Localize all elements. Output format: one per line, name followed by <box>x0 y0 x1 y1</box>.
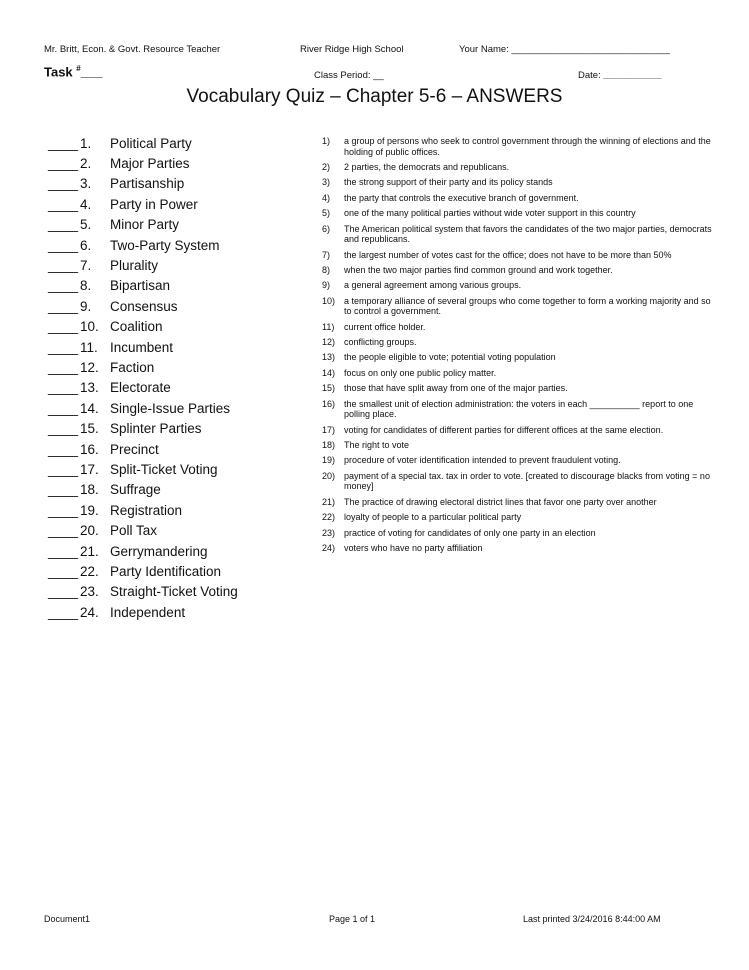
term-number: 16. <box>80 441 99 457</box>
term-text: Incumbent <box>110 339 174 355</box>
definition-text: a group of persons who seek to control government through the winning of elections and the holding of public offices. <box>344 136 711 157</box>
task-number-sign: # <box>76 64 81 73</box>
answer-blank: ____ <box>48 339 79 355</box>
term-number: 14. <box>80 400 99 416</box>
definition-text: one of the many political parties without wide voter support in this country <box>344 208 636 219</box>
answer-blank: ____ <box>48 176 79 192</box>
definition-number: 7) <box>322 249 331 260</box>
answer-blank: ____ <box>48 237 79 253</box>
answer-blank: ____ <box>48 319 79 335</box>
definition-number: 12) <box>322 337 336 348</box>
definition-item <box>322 136 712 157</box>
term-number: 12. <box>80 359 99 375</box>
definition-number: 20) <box>322 470 336 481</box>
answer-blank: ____ <box>48 258 79 274</box>
term-number: 20. <box>80 523 99 539</box>
term-row <box>48 520 238 540</box>
definition-number: 8) <box>322 264 331 275</box>
definition-number: 11) <box>322 321 335 332</box>
footer-page-number: Page 1 of 1 <box>329 914 376 924</box>
definition-item <box>322 368 712 379</box>
definition-number: 4) <box>322 192 331 203</box>
answer-blank: ____ <box>48 278 79 294</box>
definition-text: current office holder. <box>344 321 426 332</box>
term-row <box>48 337 238 357</box>
footer-document-name: Document1 <box>44 914 91 924</box>
term-number: 17. <box>80 461 99 477</box>
answer-blank: ____ <box>48 135 79 151</box>
term-number: 8. <box>80 278 92 294</box>
definition-number: 9) <box>322 280 331 291</box>
answer-blank: ____ <box>48 359 79 375</box>
term-number: 4. <box>80 196 92 212</box>
term-text: Minor Party <box>110 217 180 233</box>
term-row <box>48 174 238 194</box>
term-text: Bipartisan <box>110 278 171 294</box>
definition-number: 2) <box>322 161 331 172</box>
answer-blank: ____ <box>48 156 79 172</box>
page-title: Vocabulary Quiz – Chapter 5-6 – ANSWERS <box>186 86 563 107</box>
definition-item <box>322 352 712 363</box>
definition-text: voters who have no party affiliation <box>344 542 483 553</box>
class-period-field: Class Period: __ <box>314 70 384 81</box>
term-text: Split-Ticket Voting <box>110 461 218 477</box>
answer-blank: ____ <box>48 523 79 539</box>
definition-text: loyalty of people to a particular political party <box>344 512 522 523</box>
term-text: Precinct <box>110 441 159 457</box>
answer-blank: ____ <box>48 380 79 396</box>
definition-number: 13) <box>322 352 336 363</box>
term-number: 5. <box>80 217 92 233</box>
definition-number: 1) <box>322 136 331 146</box>
term-number: 15. <box>80 421 99 437</box>
definition-item <box>322 193 712 204</box>
definition-number: 14) <box>322 367 336 378</box>
answer-blank: ____ <box>48 461 79 477</box>
date-field <box>578 70 661 81</box>
definition-text: focus on only one public policy matter. <box>344 367 497 378</box>
definition-item <box>322 250 712 261</box>
answer-blank: ____ <box>48 502 79 518</box>
definition-number: 10) <box>322 295 336 306</box>
term-row <box>48 480 238 500</box>
term-text: Faction <box>110 359 155 375</box>
term-number: 22. <box>80 563 99 579</box>
answer-blank: ____ <box>48 482 79 498</box>
term-text: Suffrage <box>110 482 161 498</box>
definition-text: a temporary alliance of several groups who come together to form a working majority and so to control a government. <box>344 295 711 317</box>
school-name: River Ridge High School <box>300 44 404 55</box>
definition-text: the party that controls the executive branch of government. <box>344 192 579 203</box>
task-blank: ___ <box>80 64 103 80</box>
term-text: Consensus <box>110 298 178 314</box>
definition-item <box>322 440 712 451</box>
term-number: 23. <box>80 584 99 600</box>
definition-item <box>322 497 712 508</box>
definition-item <box>322 455 712 466</box>
date-blank: ___________ <box>603 70 662 81</box>
definition-item <box>322 528 712 539</box>
definition-number: 18) <box>322 440 336 451</box>
term-row <box>48 602 238 622</box>
definition-text: those that have split away from one of the major parties. <box>344 383 568 394</box>
task-label-text: Task <box>44 64 77 80</box>
term-text: Straight-Ticket Voting <box>110 584 238 600</box>
term-text: Electorate <box>110 380 171 396</box>
term-text: Registration <box>110 502 183 518</box>
term-text: Poll Tax <box>110 523 158 539</box>
term-number: 3. <box>80 176 92 192</box>
term-text: Political Party <box>110 135 192 151</box>
definition-text: 2 parties, the democrats and republicans. <box>344 161 510 172</box>
term-number: 24. <box>80 604 99 620</box>
definition-number: 19) <box>322 455 336 466</box>
definition-item <box>322 471 712 492</box>
term-text: Party Identification <box>110 563 222 579</box>
term-number: 21. <box>80 543 99 559</box>
definition-text: The right to vote <box>344 440 410 451</box>
term-text: Partisanship <box>110 176 185 192</box>
term-row <box>48 317 238 337</box>
answer-blank: ____ <box>48 400 79 416</box>
definition-item <box>322 399 712 420</box>
term-number: 10. <box>80 319 99 335</box>
term-number: 2. <box>80 156 92 172</box>
term-list <box>48 133 238 622</box>
definition-number: 15) <box>322 383 336 394</box>
definition-number: 24) <box>322 542 336 553</box>
term-text: Single-Issue Parties <box>110 400 231 416</box>
definition-item <box>322 337 712 348</box>
definition-text: The American political system that favors the candidates of the two major parties, democrats and republicans. <box>344 223 712 245</box>
term-text: Plurality <box>110 258 159 274</box>
definition-text: the strong support of their party and its policy stands <box>344 177 553 188</box>
answer-blank: ____ <box>48 563 79 579</box>
term-row <box>48 439 238 459</box>
answer-blank: ____ <box>48 604 79 620</box>
term-text: Two-Party System <box>110 237 220 253</box>
definition-number: 22) <box>322 512 336 523</box>
term-row <box>48 418 238 438</box>
term-row <box>48 215 238 235</box>
definition-item <box>322 322 712 333</box>
definition-text: the people eligible to vote; potential voting population <box>344 352 556 363</box>
term-row <box>48 357 238 377</box>
definition-number: 16) <box>322 398 336 409</box>
term-row <box>48 378 238 398</box>
term-row <box>48 500 238 520</box>
definition-item <box>322 224 712 245</box>
answer-blank: ____ <box>48 217 79 233</box>
term-row <box>48 133 238 153</box>
definition-number: 3) <box>322 177 331 188</box>
definition-item <box>322 512 712 523</box>
your-name-field: Your Name: ______________________________ <box>459 44 670 55</box>
definition-text: the smallest unit of election administration: the voters in each __________ report to one polling place. <box>344 398 694 420</box>
term-number: 1. <box>80 135 92 151</box>
definition-text: voting for candidates of different parties for different offices at the same election. <box>344 424 664 435</box>
answer-blank: ____ <box>48 584 79 600</box>
term-text: Independent <box>110 604 186 620</box>
definition-list <box>322 136 712 558</box>
definition-text: a general agreement among various groups. <box>344 280 522 291</box>
term-row <box>48 459 238 479</box>
teacher-name: Mr. Britt, Econ. & Govt. Resource Teacher <box>44 44 221 55</box>
definition-number: 21) <box>322 496 336 507</box>
definition-item <box>322 280 712 291</box>
term-text: Splinter Parties <box>110 421 202 437</box>
definition-text: practice of voting for candidates of only one party in an election <box>344 527 596 538</box>
term-text: Coalition <box>110 319 163 335</box>
term-row <box>48 235 238 255</box>
term-row <box>48 255 238 275</box>
task-label <box>44 64 102 79</box>
definition-item <box>322 208 712 219</box>
term-number: 9. <box>80 298 92 314</box>
term-row <box>48 561 238 581</box>
answer-blank: ____ <box>48 543 79 559</box>
definition-text: conflicting groups. <box>344 337 417 348</box>
answer-blank: ____ <box>48 196 79 212</box>
term-number: 11. <box>80 339 98 355</box>
term-row <box>48 194 238 214</box>
term-row <box>48 296 238 316</box>
definition-text: The practice of drawing electoral district lines that favor one party over another <box>344 496 657 507</box>
definition-item <box>322 177 712 188</box>
definition-item <box>322 425 712 436</box>
term-text: Party in Power <box>110 196 198 212</box>
term-number: 6. <box>80 237 92 253</box>
term-text: Major Parties <box>110 156 190 172</box>
term-row <box>48 398 238 418</box>
definition-item <box>322 162 712 173</box>
definition-item <box>322 543 712 554</box>
definition-number: 17) <box>322 424 336 435</box>
definition-item <box>322 265 712 276</box>
definition-number: 6) <box>322 223 331 234</box>
term-text: Gerrymandering <box>110 543 208 559</box>
definition-number: 23) <box>322 527 336 538</box>
term-row <box>48 582 238 602</box>
term-number: 19. <box>80 502 99 518</box>
answer-blank: ____ <box>48 298 79 314</box>
term-row <box>48 276 238 296</box>
definition-text: the largest number of votes cast for the office; does not have to be more than 50% <box>344 249 672 260</box>
definition-text: procedure of voter identification intended to prevent fraudulent voting. <box>344 455 621 466</box>
term-number: 18. <box>80 482 99 498</box>
definition-item <box>322 383 712 394</box>
term-number: 7. <box>80 258 92 274</box>
term-number: 13. <box>80 380 99 396</box>
definition-item <box>322 296 712 317</box>
answer-blank: ____ <box>48 421 79 437</box>
answer-blank: ____ <box>48 441 79 457</box>
footer-last-printed: Last printed 3/24/2016 8:44:00 AM <box>523 914 661 924</box>
definition-text: payment of a special tax. tax in order to vote. [created to discourage blacks from voting = no money] <box>344 470 710 492</box>
date-label: Date: <box>578 70 604 81</box>
definition-text: when the two major parties find common ground and work together. <box>344 264 613 275</box>
definition-number: 5) <box>322 208 331 219</box>
term-row <box>48 153 238 173</box>
term-row <box>48 541 238 561</box>
